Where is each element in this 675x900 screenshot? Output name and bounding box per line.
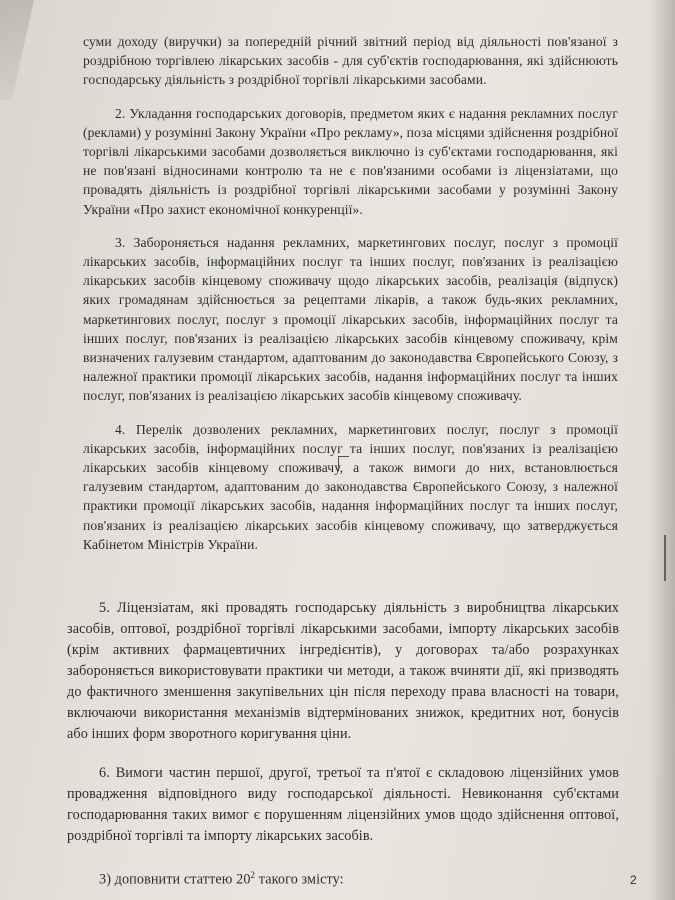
- paragraph-continuation: суми доходу (виручки) за попередній річний звітний період від діяльності пов'язаної з роздрібною торгівлею лікарських засобів - для суб'єктів господарювання, які здійснюють господарську діяльність з роздрібної торгівлі лікарськими засобами.: [83, 34, 618, 88]
- amendment-prefix: 3) доповнити статтею 20: [99, 871, 251, 888]
- paragraph-2: 2. Укладання господарських договорів, предметом яких є надання рекламних послуг (реклами) у розумінні Закону України «Про рекламу», поза місцями здійснення роздрібної торгівлі лікарськими засобами дозволяється виключно із суб'єктами господарювання, які не пов'язані відносинами контролю та не є пов'язаними особами із ліцензіатами, що провадять діяльність із роздрібної торгівлі лікарськими засобами у розумінні Закону України «Про захист економічної конкуренції».: [83, 105, 618, 217]
- paragraph-5: 5. Ліцензіатам, які провадять господарську діяльність з виробництва лікарських засобів, оптової, роздрібної торгівлі лікарськими засобами, імпорту лікарських засобів (крім активних фармацевтичних інгредієнтів), у договорах та/або розрахунках забороняється використовувати практики чи методи, а також вчиняти дії, які призводять до фактичного зменшення закупівельних цін після переходу права власності на товари, включаючи використання механізмів відтермінованих знижок, кредитних нот, бонусів або інших форм зворотного коригування ціни.: [67, 600, 619, 742]
- amendment-line: [67, 865, 619, 891]
- page-number: 2: [630, 873, 637, 887]
- amendment-superscript: 2: [250, 870, 256, 880]
- pen-mark: [338, 456, 349, 471]
- paragraph-6: 6. Вимоги частин першої, другої, третьої та п'ятої є складовою ліцензійних умов провадження відповідного виду господарської діяльності. Невиконання суб'єктами господарювання таких вимог є порушенням ліцензійних умов щодо здійснення оптової, роздрібної торгівлі та імпорту лікарських засобів.: [67, 765, 619, 844]
- folded-corner: [0, 0, 34, 100]
- margin-bracket-mark: [664, 535, 666, 581]
- text-block-lower: [67, 598, 619, 900]
- amendment-suffix: такого змісту:: [255, 871, 344, 888]
- paragraph-4: 4. Перелік дозволених рекламних, маркетингових послуг, послуг з промоції лікарських засобів, інформаційних послуг та інших послуг, пов'язаних із реалізацією лікарських засобів кінцевому споживачу, а також вимоги до них, встановлюється галузевим стандартом, адаптованим до законодавства Європейського Союзу, з належної практики промоції лікарських засобів, надання інформаційних послуг та інших послуг, пов'язаних із реалізацією лікарських засобів кінцевому споживачу, що затверджується Кабінетом Міністрів України.: [83, 421, 618, 552]
- page-edge-shadow: [649, 0, 675, 900]
- paragraph-3: 3. Забороняється надання рекламних, маркетингових послуг, послуг з промоції лікарських засобів, інформаційних послуг та інших послуг, пов'язаних із реалізацією лікарських засобів кінцевому споживачу щодо лікарських засобів, реалізація (відпуск) яких громадянам здійснюється за рецептами лікарів, а також будь-яких рекламних, маркетингових послуг, послуг з промоції лікарських засобів, інформаційних послуг та інших послуг, пов'язаних із реалізацією лікарських засобів кінцевому споживачу, крім визначених галузевим стандартом, адаптованим до законодавства Європейського Союзу, з належної практики промоції лікарських засобів, надання інформаційних послуг та інших послуг, пов'язаних із реалізацією лікарських засобів кінцевому споживачу.: [83, 234, 618, 404]
- text-block-upper: [83, 32, 618, 568]
